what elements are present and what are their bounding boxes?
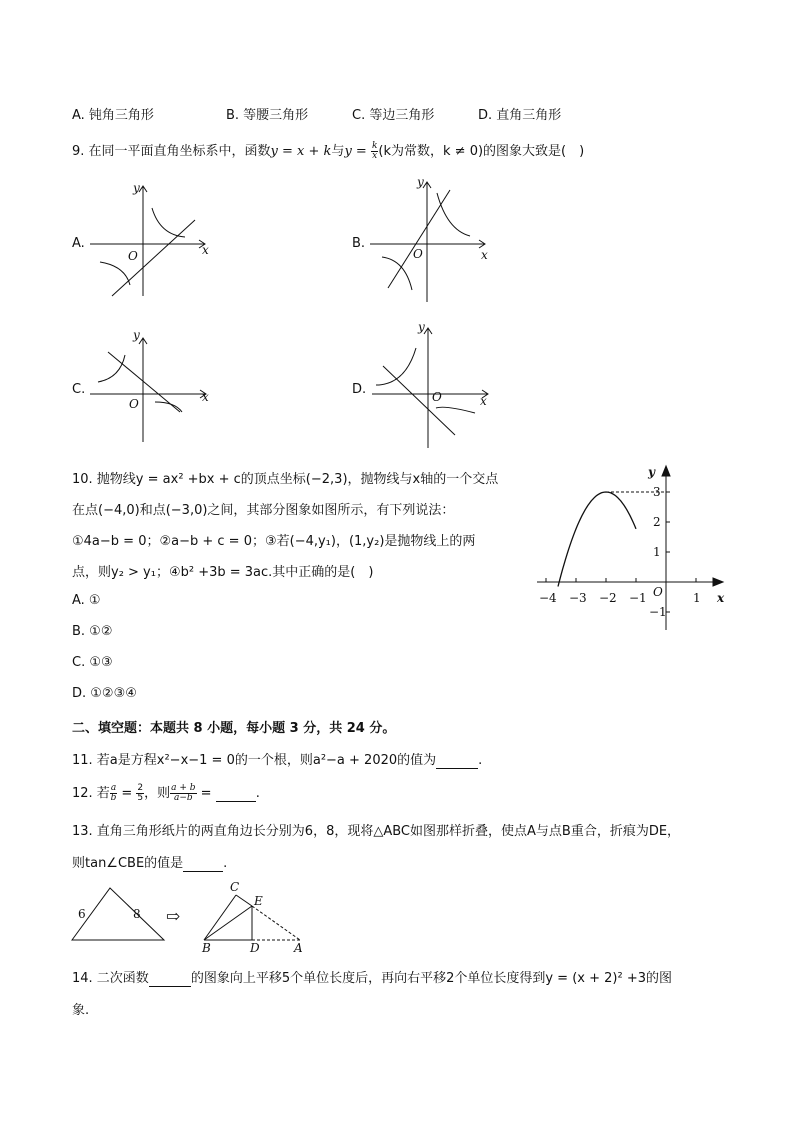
q11-end: . — [478, 753, 483, 768]
q11-text: 11. 若a是方程x²−x−1 = 0的一个根，则a²−a + 2020的值为 — [72, 753, 437, 768]
q14-text-a: 14. 二次函数 — [72, 971, 149, 986]
q10-y-arrow — [662, 466, 670, 476]
q14-answer-blank[interactable] — [149, 971, 191, 987]
q12-fraction-2-5 — [136, 784, 144, 803]
q9-graph-c-label: C. — [72, 382, 86, 397]
q10-x-tick-label: −1 — [629, 591, 647, 605]
q9-d-y-label: y — [418, 320, 425, 334]
q10-y-tick-label: −1 — [649, 605, 667, 619]
q10-x-tick-label: −3 — [569, 591, 587, 605]
q9-graph-b-label: B. — [352, 236, 366, 251]
q9-suffix: (k为常数，k ≠ 0)的图象大致是( ) — [378, 144, 585, 159]
q8-option-b: B. 等腰三角形 — [226, 108, 309, 123]
q8-option-c: C. 等边三角形 — [352, 108, 435, 123]
q12-answer-blank[interactable] — [216, 786, 256, 802]
q12-f1-num: a — [110, 783, 117, 793]
q10-y-label: y — [648, 465, 655, 479]
q12-eq2: = — [200, 786, 212, 801]
q9-c-y-label: y — [133, 328, 140, 342]
q12-fraction-a-b — [110, 784, 117, 803]
q14-text-b: 的图象向上平移5个单位长度后，再向右平移2个单位长度得到y = (x + 2)² +3的图 — [190, 971, 672, 986]
q12-text-a: 12. 若 — [72, 786, 110, 801]
q12-eq1: = — [121, 786, 133, 801]
q12 — [72, 782, 260, 803]
q10-line-4: 点，则y₂ > y₁；④b² +3b = 3ac.其中正确的是( ) — [72, 565, 374, 580]
q9-graph-a-label: A. — [72, 236, 85, 251]
q13-line-2 — [72, 852, 227, 872]
q10-option-b: B. ①② — [72, 624, 113, 639]
q8-option-a: A. 钝角三角形 — [72, 108, 154, 123]
q10-y-tick-label: 2 — [653, 515, 661, 529]
q10-x-arrow — [713, 578, 723, 586]
q13-end: . — [223, 856, 228, 871]
q10-option-a: A. ① — [72, 593, 101, 608]
fold-arrow-icon: ⇨ — [166, 907, 181, 927]
q10-option-c: C. ①③ — [72, 655, 113, 670]
q10-x-label: x — [717, 591, 725, 605]
q9-a-y-label: y — [133, 181, 140, 195]
q9-function-2-left: y = — [344, 144, 367, 159]
q10-parabola-curve — [558, 492, 636, 587]
q12-end: . — [255, 786, 260, 801]
q10-x-tick-label: 1 — [693, 591, 701, 605]
q10-x-tick-label: −2 — [599, 591, 617, 605]
q14-line-1 — [72, 967, 672, 987]
q13-point-a: A — [294, 941, 303, 955]
section-2-title: 二、填空题：本题共 8 小题，每小题 3 分，共 24 分。 — [72, 721, 396, 736]
q9-d-x-label: x — [480, 394, 487, 408]
q9-function-1: y = x + k — [270, 144, 332, 159]
q9-c-x-label: x — [202, 390, 209, 404]
q10-line-2: 在点(−4,0)和点(−3,0)之间，其部分图象如图所示，有下列说法： — [72, 503, 455, 518]
q9-d-origin: O — [432, 390, 442, 404]
q10-x-tick-label: −4 — [539, 591, 557, 605]
q13-line-1: 13. 直角三角形纸片的两直角边长分别为6，8，现将△ABC如图那样折叠，使点A与点B重合，折痕为DE， — [72, 824, 681, 839]
q12-fraction-sum-diff — [170, 784, 196, 803]
q12-f2-num: 2 — [137, 783, 144, 793]
q10-origin-label: O — [653, 585, 663, 599]
q10-line-1: 10. 抛物线y = ax² +bx + c的顶点坐标(−2,3)，抛物线与x轴的一个交点 — [72, 472, 499, 487]
q14-line-2: 象. — [72, 1003, 90, 1018]
q13-line-2-text: 则tan∠CBE的值是 — [72, 856, 184, 871]
q10-option-d: D. ①②③④ — [72, 686, 137, 701]
q12-f3-den: a−b — [173, 793, 193, 803]
q13-point-e: E — [254, 894, 263, 908]
q9-fraction-num: k — [371, 141, 378, 151]
q13-answer-blank[interactable] — [183, 856, 223, 872]
q12-f3-num: a + b — [171, 783, 196, 793]
q9-fraction-den: x — [372, 151, 378, 161]
q13-side-8: 8 — [133, 907, 141, 921]
q9-a-x-label: x — [202, 243, 209, 257]
q12-text-b: ，则 — [144, 786, 171, 801]
q13-point-b: B — [202, 941, 211, 955]
q13-point-c: C — [230, 880, 240, 894]
q10-y-tick-label: 1 — [653, 545, 661, 559]
q11-answer-blank[interactable] — [436, 753, 478, 769]
q9-b-y-label: y — [417, 175, 424, 189]
q9-prefix: 9. 在同一平面直角坐标系中，函数 — [72, 144, 271, 159]
q13-side-6: 6 — [78, 907, 86, 921]
q13-point-d: D — [250, 941, 260, 955]
q9-b-origin: O — [413, 247, 423, 261]
q9-graph-d-label: D. — [352, 382, 367, 397]
q9-c-origin: O — [129, 397, 139, 411]
q12-f2-den: 5 — [137, 793, 144, 803]
q13-original-triangle — [72, 888, 164, 940]
q9-mid: 与 — [331, 144, 345, 159]
q12-f1-den: b — [110, 793, 117, 803]
q10-line-3: ①4a−b = 0；②a−b + c = 0；③若(−4,y₁)，(1,y₂)是抛物线上的两 — [72, 534, 476, 549]
q8-option-d: D. 直角三角形 — [478, 108, 562, 123]
q10-y-tick-label: 3 — [653, 485, 661, 499]
q9-b-x-label: x — [481, 248, 488, 262]
q9-stem — [72, 140, 584, 161]
q11 — [72, 749, 482, 769]
q9-a-origin: O — [128, 249, 138, 263]
